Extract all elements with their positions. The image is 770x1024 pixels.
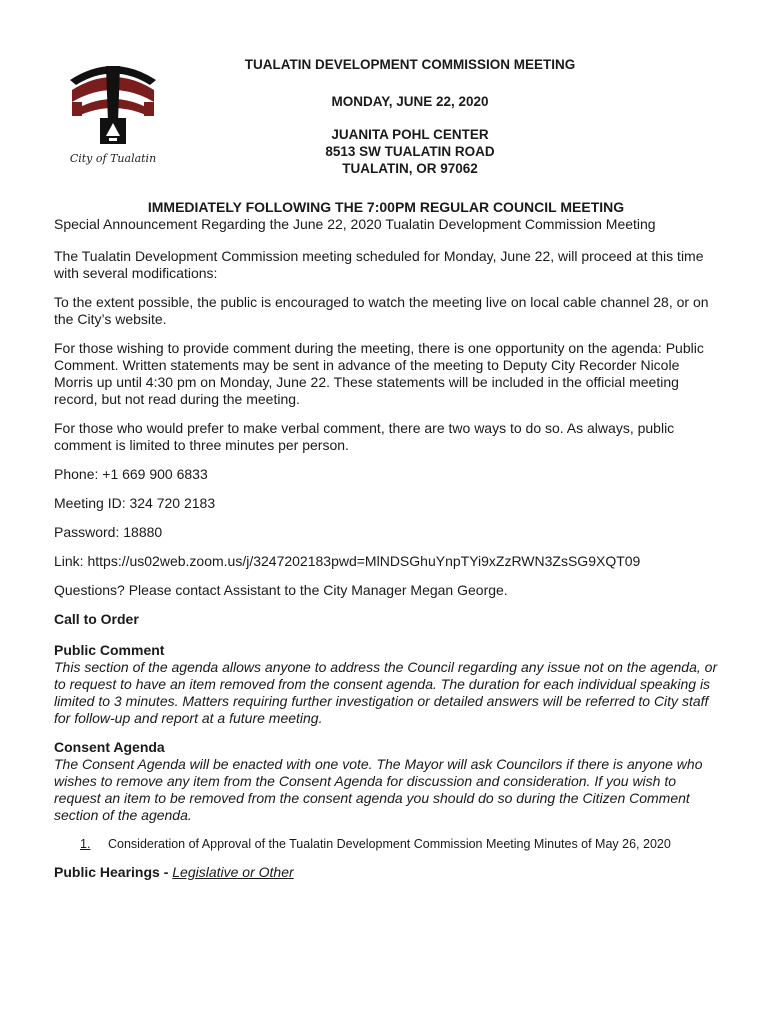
logo-caption: City of Tualatin (69, 152, 157, 165)
document-body (54, 199, 718, 881)
public-comment-text: This section of the agenda allows anyone to address the Council regarding any issue not on the agenda, or to request to have an item removed from the consent agenda. The duration for each individual speaking is limited to 3 minutes. Matters requiring further investigation or detailed answers will be referred to City staff for follow-up and report at a future meeting. (54, 659, 718, 726)
city-seal-icon (58, 56, 168, 151)
zoom-link[interactable]: Link: https://us02web.zoom.us/j/3247202183pwd=MlNDSGhuYnpTYi9xZzRWN3ZsSG9XQT09 (54, 553, 641, 569)
questions-contact: Questions? Please contact Assistant to the City Manager Megan George. (54, 582, 508, 598)
phone-number: Phone: +1 669 900 6833 (54, 466, 208, 482)
public-comment-heading: Public Comment (54, 642, 165, 658)
consent-agenda-text: The Consent Agenda will be enacted with one vote. The Mayor will ask Councilors if there is anyone who wishes to remove any item from the Consent Agenda for discussion and consideration. If you wish to request an item to be removed from the consent agenda you should do so during the Citizen Comment section of the agenda. (54, 756, 703, 823)
meeting-address (175, 126, 645, 177)
meeting-timing: IMMEDIATELY FOLLOWING THE 7:00PM REGULAR COUNCIL MEETING (147, 199, 625, 215)
call-to-order-heading: Call to Order (54, 611, 139, 627)
consent-item (80, 836, 718, 852)
consent-agenda-heading: Consent Agenda (54, 739, 165, 755)
meeting-date: MONDAY, JUNE 22, 2020 (331, 94, 489, 109)
consent-item-text: Consideration of Approval of the Tualatin Development Commission Meeting Minutes of May 26, 2020 (108, 837, 671, 851)
city-logo (58, 56, 168, 176)
public-hearings-heading (54, 864, 718, 881)
address-line: TUALATIN, OR 97062 (342, 161, 478, 176)
meeting-id: Meeting ID: 324 720 2183 (54, 495, 216, 511)
legislative-link[interactable]: Legislative or Other (172, 864, 294, 880)
meeting-title: TUALATIN DEVELOPMENT COMMISSION MEETING (244, 57, 576, 72)
special-announcement: Special Announcement Regarding the June 22, 2020 Tualatin Development Commission Meeting (54, 216, 656, 232)
body-paragraph: For those wishing to provide comment during the meeting, there is one opportunity on the agenda: Public Comment. Written statements may be sent in advance of the meeting to Deputy City Recorder Nicole Morris up until 4:30 pm on Monday, June 22. These statements will be included in the official meeting record, but not read during the meeting. (54, 340, 704, 407)
public-hearings-title: Public Hearings - (54, 864, 173, 880)
body-paragraph: For those who would prefer to make verbal comment, there are two ways to do so. As always, public comment is limited to three minutes per person. (54, 420, 675, 453)
body-paragraph: The Tualatin Development Commission meeting scheduled for Monday, June 22, will proceed at this time with several modifications: (54, 248, 704, 281)
consent-item-number[interactable]: 1. (80, 837, 91, 851)
meeting-password: Password: 18880 (54, 524, 163, 540)
address-line: 8513 SW TUALATIN ROAD (325, 144, 495, 159)
body-paragraph: To the extent possible, the public is encouraged to watch the meeting live on local cable channel 28, or on the City’s website. (54, 294, 709, 327)
address-line: JUANITA POHL CENTER (331, 127, 489, 142)
